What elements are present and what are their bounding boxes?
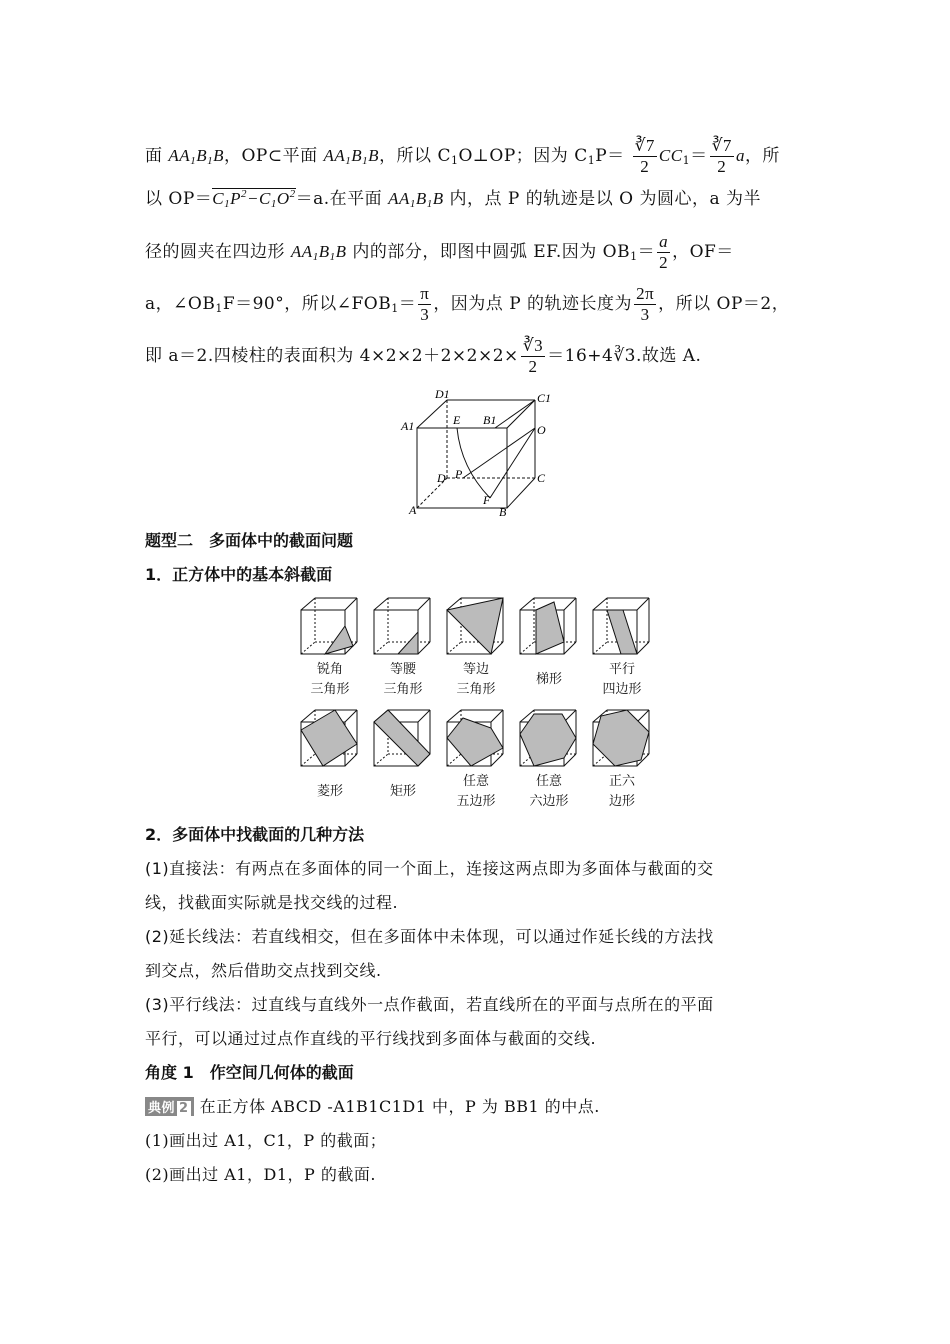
caption-equilateral-triangle: 等边 三角形 bbox=[456, 662, 496, 697]
caption-isosceles-triangle: 等腰 三角形 bbox=[383, 662, 423, 697]
example-line: 典例 2 在正方体 ABCD -A1B1C1D1 中，P 为 BB1 的中点. bbox=[145, 1094, 600, 1117]
label-P: P bbox=[455, 467, 463, 481]
question-2: (2)画出过 A1，D1，P 的截面. bbox=[145, 1165, 376, 1184]
fraction-sqrt7-over-2b: $\frac{∛7}{2}$ bbox=[711, 136, 732, 176]
fraction-sqrt7-over-2: $\frac{∛7}{2}$ bbox=[634, 136, 655, 176]
cube-equilateral-triangle bbox=[447, 598, 503, 654]
cube-isosceles-triangle bbox=[374, 598, 430, 654]
subsection-1-title: 1．正方体中的基本斜截面 bbox=[145, 565, 333, 584]
fraction-2pi-over-3: $\frac{2\pi}{3}$ bbox=[636, 284, 655, 324]
method-line-2: 线，找截面实际就是找交线的过程. bbox=[145, 893, 399, 912]
method-line-4: 到交点，然后借助交点找到交线. bbox=[145, 961, 382, 980]
label-F: F bbox=[483, 493, 491, 507]
cube-parallelogram bbox=[593, 598, 649, 654]
caption-arbitrary-hexagon: 任意 六边形 bbox=[529, 774, 569, 809]
label-E: E bbox=[453, 413, 461, 427]
cube-rectangle bbox=[374, 710, 430, 766]
caption-regular-hexagon: 正六 边形 bbox=[608, 774, 635, 809]
cube-figure bbox=[395, 388, 555, 518]
caption-rectangle: 矩形 bbox=[389, 784, 416, 799]
method-line-5: (3)平行线法：过直线与直线外一点作截面，若直线所在的平面与点所在的平面 bbox=[145, 995, 714, 1014]
solution-line-3: 径的圆夹在四边形 $AA_1B_1B$ 内的部分，即图中圆弧 EF.因为 $OB_1=$ $\frac{a}{2}$ ，OF＝ bbox=[145, 232, 734, 272]
caption-acute-triangle: 锐角 三角形 bbox=[310, 662, 350, 697]
label-C: C bbox=[537, 471, 546, 485]
cube-arbitrary-pentagon bbox=[447, 710, 503, 766]
solution-line-4: a，$\angle OB_1F=90^\circ$，所以$\angle FOB_1=$ $\frac{\pi}{3}$ ，因为点 P 的轨迹长度为 $\frac{2\pi}{3}$ ，所以 OP＝2， bbox=[145, 284, 790, 324]
caption-arbitrary-pentagon: 任意 五边形 bbox=[456, 774, 496, 809]
solution-line-2: 以 $OP=C_1P^2-C_1O^2=a$.在平面 $AA_1B_1B$ 内，点 P 的轨迹是以 O 为圆心，a 为半 bbox=[145, 188, 762, 210]
example-badge: 典例 2 bbox=[145, 1097, 194, 1116]
label-A: A bbox=[409, 503, 417, 517]
method-line-1: (1)直接法：有两点在多面体的同一个面上，连接这两点即为多面体与截面的交 bbox=[145, 859, 714, 878]
label-O: O bbox=[537, 423, 546, 437]
cube-trapezoid bbox=[520, 598, 576, 654]
cube-rhombus bbox=[301, 710, 357, 766]
label-D1: D1 bbox=[435, 388, 450, 401]
label-A1: A1 bbox=[401, 419, 415, 433]
fraction-pi-over-3: $\frac{\pi}{3}$ bbox=[420, 284, 430, 324]
method-line-3: (2)延长线法：若直线相交，但在多面体中未体现，可以通过作延长线的方法找 bbox=[145, 927, 714, 946]
solution-line-1: 面 $AA_1B_1B$，OP⊂平面 $AA_1B_1B$，所以 $C_1O\perp OP$；因为 $C_1P=$ $\frac{∛7}{2}$ $CC_1=$ $\frac{∛7}{2}$ a，所 bbox=[145, 136, 780, 176]
method-line-6: 平行，可以通过过点作直线的平行线找到多面体与截面的交线. bbox=[145, 1029, 597, 1048]
subsection-2-title: 2．多面体中找截面的几种方法 bbox=[145, 825, 365, 844]
fraction-a-over-2: $\frac{a}{2}$ bbox=[659, 232, 669, 272]
cube-regular-hexagon bbox=[593, 710, 649, 766]
cube-acute-triangle bbox=[301, 598, 357, 654]
section-title: 题型二 多面体中的截面问题 bbox=[145, 531, 354, 550]
solution-line-5: 即 a＝2.四棱柱的表面积为 4×2×2＋2×2×2× $\frac{∛3}{2}$ ＝16+4∛3.故选 A. bbox=[145, 336, 702, 376]
label-D: D bbox=[437, 471, 446, 485]
caption-trapezoid: 梯形 bbox=[535, 672, 562, 687]
label-C1: C1 bbox=[537, 391, 552, 405]
caption-rhombus: 菱形 bbox=[316, 784, 343, 799]
caption-parallelogram: 平行 四边形 bbox=[602, 662, 642, 697]
label-B: B bbox=[499, 505, 507, 518]
cube-arbitrary-hexagon bbox=[520, 710, 576, 766]
label-B1: B1 bbox=[483, 413, 497, 427]
angle-title: 角度 1 作空间几何体的截面 bbox=[145, 1063, 354, 1082]
fraction-sqrt3-over-2: $\frac{∛3}{2}$ bbox=[522, 336, 544, 376]
question-1: (1)画出过 A1，C1，P 的截面； bbox=[145, 1131, 387, 1150]
